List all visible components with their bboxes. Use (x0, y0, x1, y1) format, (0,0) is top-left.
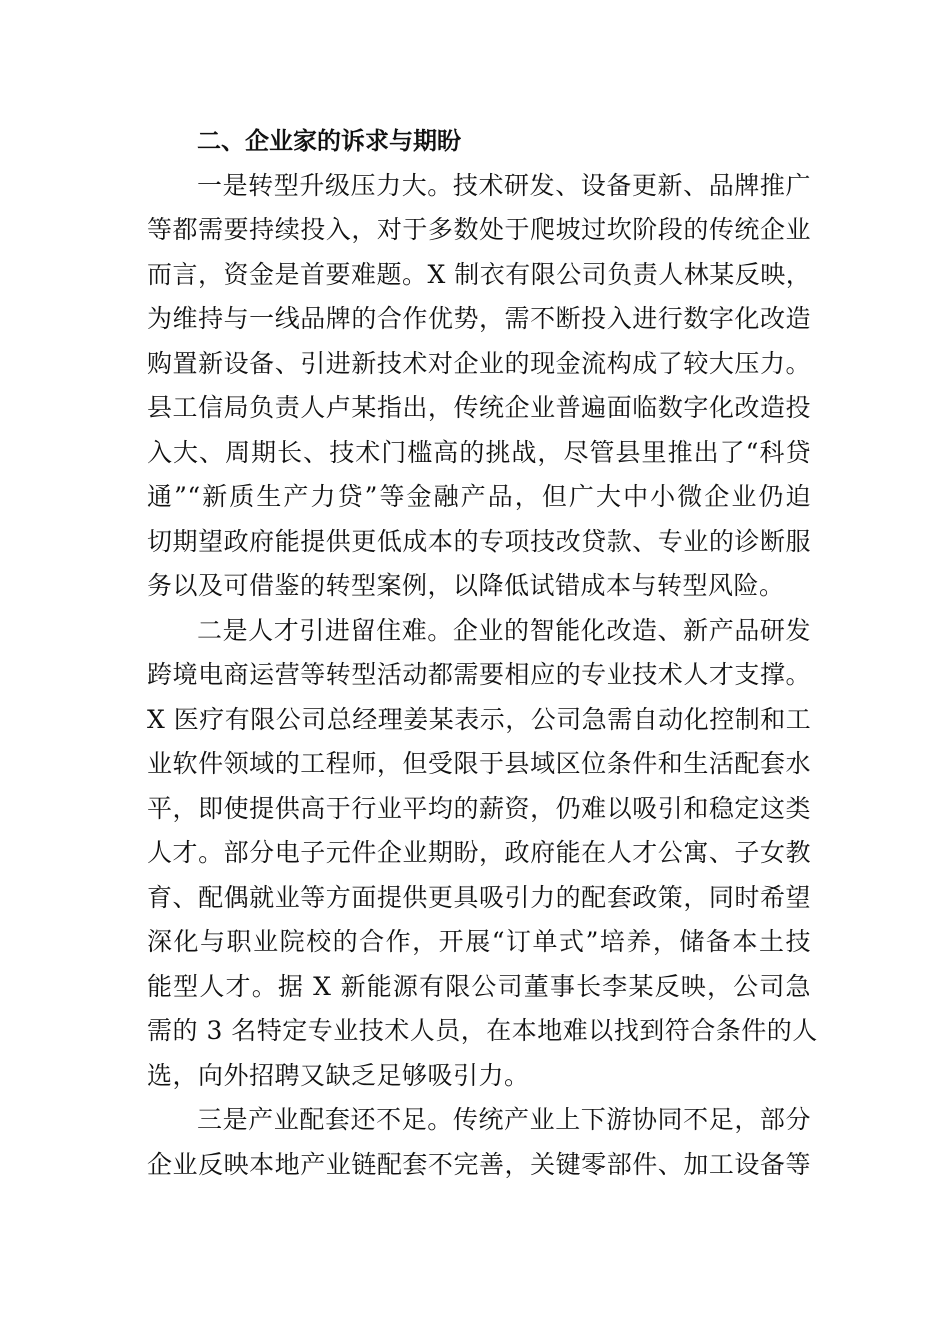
paragraph-line: 平，即使提供高于行业平均的薪资，仍难以吸引和稳定这类 (147, 793, 811, 823)
paragraph-line: 能型人才。据 X 新能源有限公司董事长李某反映，公司急 (147, 971, 811, 1001)
paragraph-line: 深化与职业院校的合作，开展“订单式”培养，储备本土技 (147, 927, 811, 956)
section-heading: 二、企业家的诉求与期盼 (197, 127, 461, 155)
paragraph-line: 三是产业配套还不足。传统产业上下游协同不足，部分 (197, 1105, 811, 1134)
paragraph-line: 一是转型升级压力大。技术研发、设备更新、品牌推广 (197, 170, 811, 200)
document-body (147, 119, 818, 1187)
paragraph-talent-retention (147, 609, 818, 1099)
paragraph-line: 跨境电商运营等转型活动都需要相应的专业技术人才支撑。 (147, 660, 811, 689)
paragraph-line: 业软件领域的工程师，但受限于县域区位条件和生活配套水 (147, 749, 811, 778)
paragraph-line: 入大、周期长、技术门槛高的挑战，尽管县里推出了“科贷 (147, 437, 811, 467)
paragraph-line: 为维持与一线品牌的合作优势，需不断投入进行数字化改造 (147, 304, 811, 333)
paragraph-line: 切期望政府能提供更低成本的专项技改贷款、专业的诊断服 (147, 526, 811, 556)
paragraph-line: 育、配偶就业等方面提供更具吸引力的配套政策，同时希望 (147, 882, 811, 912)
paragraph-line: 人才。部分电子元件企业期盼，政府能在人才公寓、子女教 (147, 838, 811, 867)
paragraph-line: 需的 3 名特定专业技术人员，在本地难以找到符合条件的人 (147, 1016, 818, 1045)
paragraph-line: 通”“新质生产力贷”等金融产品，但广大中小微企业仍迫 (147, 482, 811, 511)
paragraph-line: 二是人才引进留住难。企业的智能化改造、新产品研发 (197, 615, 811, 645)
paragraph-line: 县工信局负责人卢某指出，传统企业普遍面临数字化改造投 (147, 393, 811, 422)
paragraph-line: X 医疗有限公司总经理姜某表示，公司急需自动化控制和工 (147, 704, 812, 734)
paragraph-line: 企业反映本地产业链配套不完善，关键零部件、加工设备等 (147, 1149, 811, 1179)
paragraph-line: 务以及可借鉴的转型案例，以降低试错成本与转型风险。 (147, 571, 785, 600)
paragraph-line: 而言，资金是首要难题。X 制衣有限公司负责人林某反映， (147, 259, 812, 289)
paragraph-line: 等都需要持续投入，对于多数处于爬坡过坎阶段的传统企业 (147, 215, 811, 244)
paragraph-transformation-pressure (147, 164, 811, 609)
paragraph-line: 选，向外招聘又缺乏足够吸引力。 (147, 1060, 530, 1090)
paragraph-line: 购置新设备、引进新技术对企业的现金流构成了较大压力。 (147, 348, 811, 378)
paragraph-industry-support (147, 1098, 811, 1187)
